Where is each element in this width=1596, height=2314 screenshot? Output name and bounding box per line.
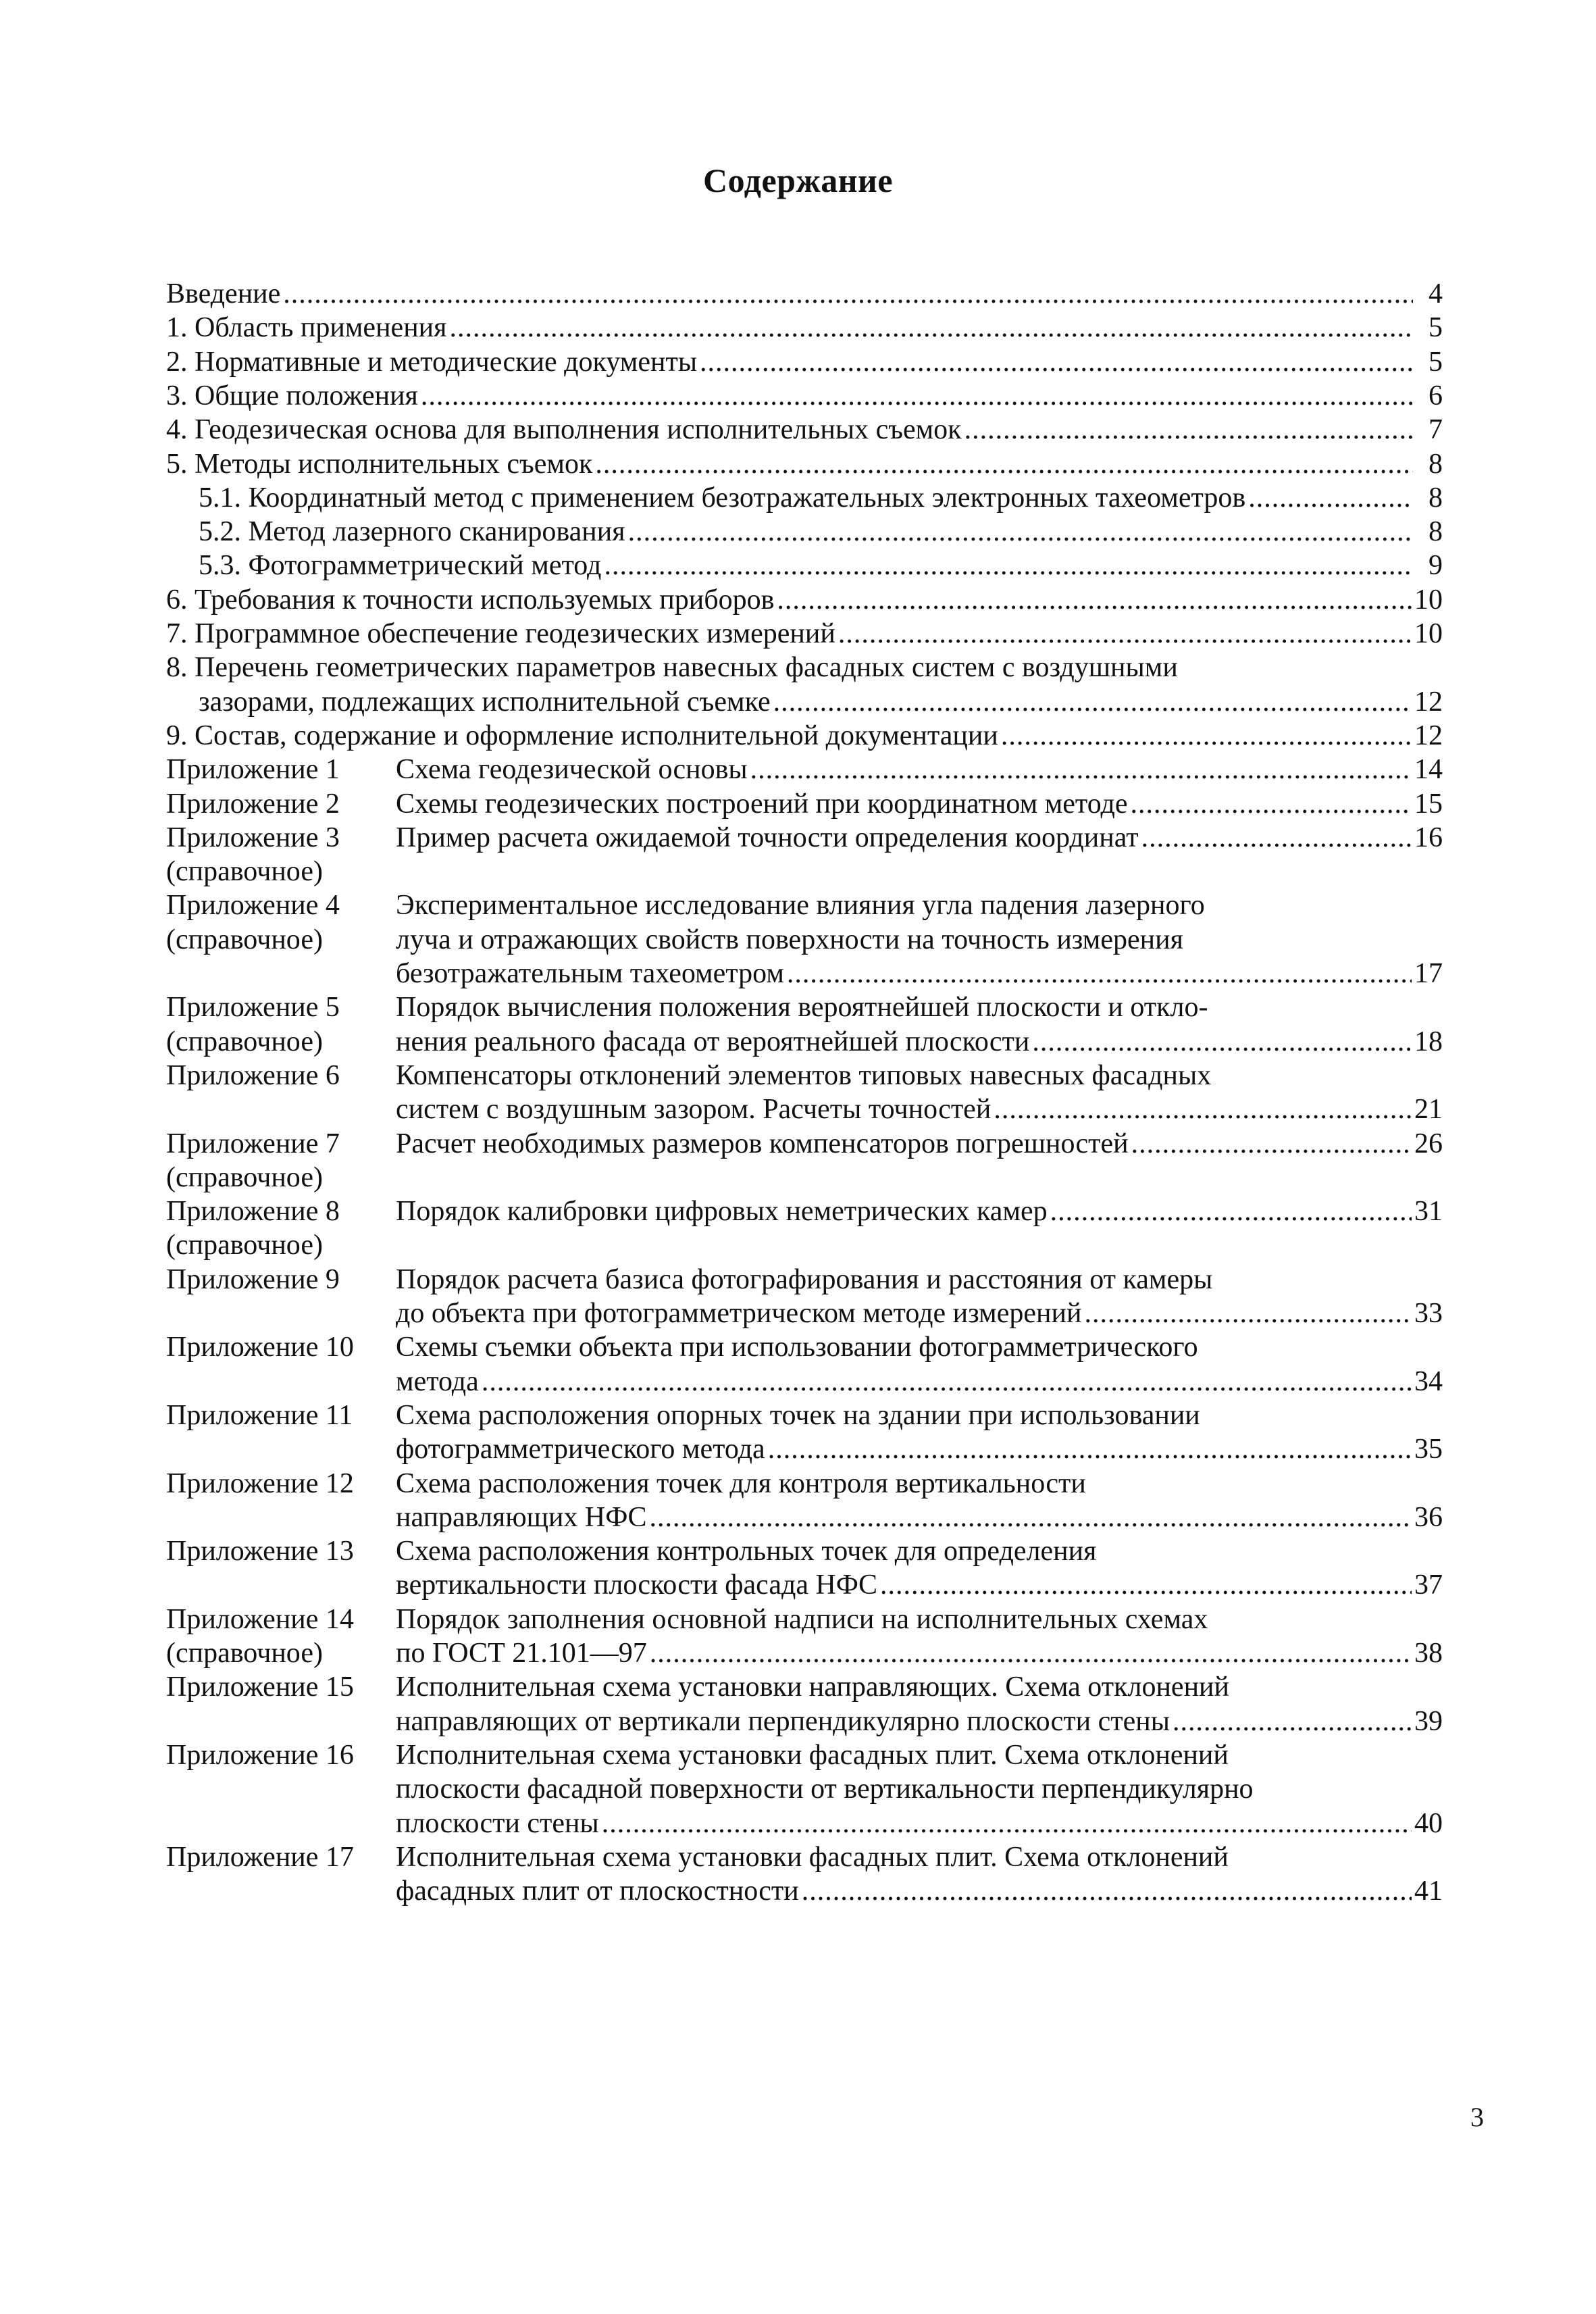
toc-entry-text: нения реального фасада от вероятнейшей плоскости	[396, 1026, 1030, 1057]
toc-line	[199, 515, 1443, 549]
toc-line	[166, 413, 1443, 447]
appendix-label: Приложение 2	[166, 788, 340, 820]
toc-line	[396, 1127, 1443, 1161]
dot-leader	[802, 1874, 1412, 1908]
toc-page-number: 40	[1414, 1807, 1443, 1839]
toc-entry-text: направляющих от вертикали перпендикулярно плоскости стены	[396, 1705, 1170, 1737]
toc-page-number: 15	[1414, 788, 1443, 820]
toc-entry-text: метода	[396, 1365, 479, 1397]
toc-page-number: 33	[1414, 1298, 1443, 1329]
toc-page-number: 35	[1414, 1434, 1443, 1465]
dot-leader	[1248, 481, 1413, 515]
toc-entry-text: фасадных плит от плоскостности	[396, 1876, 799, 1907]
toc-entry-text: 4. Геодезическая основа для выполнения исполнительных съемок	[166, 414, 962, 446]
toc-entry-text: Порядок калибровки цифровых неметрических камер	[396, 1196, 1048, 1228]
appendix-label: Приложение 15	[166, 1671, 354, 1703]
dot-leader	[700, 345, 1413, 379]
toc-line	[396, 1705, 1443, 1738]
toc-entry-text: Порядок расчета базиса фотографирования и расстояния от камеры	[396, 1263, 1213, 1295]
dot-leader	[880, 1568, 1412, 1602]
dot-leader	[964, 413, 1413, 447]
toc-entry-text: Схемы съемки объекта при использовании фотограмметрического	[396, 1332, 1198, 1363]
toc-entry-text: 3. Общие положения	[166, 380, 418, 411]
appendix-label: (справочное)	[166, 1161, 323, 1193]
dot-leader	[604, 549, 1413, 582]
dot-leader	[1131, 1127, 1412, 1161]
toc-page-number: 6	[1428, 380, 1443, 411]
appendix-label: Приложение 1	[166, 754, 340, 786]
toc-line	[396, 957, 1443, 990]
toc-entry-text: по ГОСТ 21.101—97	[396, 1638, 647, 1669]
toc-line	[396, 1467, 1443, 1501]
dot-leader	[449, 311, 1413, 345]
toc-line	[396, 1399, 1443, 1432]
toc-page-number: 7	[1428, 414, 1443, 446]
toc-entry-text: направляющих НФС	[396, 1501, 647, 1533]
toc-page-number: 17	[1414, 958, 1443, 989]
appendix-label: Приложение 3	[166, 822, 340, 853]
toc-entry-text: систем с воздушным зазором. Расчеты точностей	[396, 1094, 992, 1126]
dot-leader	[768, 1432, 1412, 1466]
toc-page-number: 8	[1428, 482, 1443, 513]
toc-page-number: 14	[1414, 754, 1443, 786]
toc-page-number: 4	[1428, 278, 1443, 309]
toc-entry-text: 2. Нормативные и методические документы	[166, 346, 698, 378]
appendix-label: (справочное)	[166, 856, 323, 888]
dot-leader	[777, 583, 1412, 617]
toc-page-number: 18	[1414, 1026, 1443, 1057]
dot-leader	[649, 1501, 1412, 1534]
appendix-label: Приложение 10	[166, 1332, 354, 1363]
appendix-label: Приложение 12	[166, 1467, 354, 1499]
toc-line	[396, 1738, 1443, 1772]
toc-entry-text: вертикальности плоскости фасада НФС	[396, 1569, 877, 1601]
dot-leader	[602, 1807, 1412, 1840]
toc-entry-text: 5.2. Метод лазерного сканирования	[199, 516, 625, 548]
toc-page-number: 41	[1414, 1876, 1443, 1907]
toc-entry-text: 5. Методы исполнительных съемок	[166, 448, 593, 480]
dot-leader	[773, 685, 1412, 719]
toc-entry-text: 5.1. Координатный метод с применением безотражательных электронных тахеометров	[199, 482, 1246, 513]
appendix-label: Приложение 9	[166, 1263, 340, 1295]
toc-line	[166, 311, 1443, 345]
toc-line	[166, 379, 1443, 413]
toc-page-number: 31	[1414, 1196, 1443, 1228]
toc-line	[166, 583, 1443, 617]
toc-entry-text: до объекта при фотограмметрическом методе измерений	[396, 1298, 1082, 1329]
appendix-label: Приложение 7	[166, 1128, 340, 1159]
toc-page-number: 39	[1414, 1705, 1443, 1737]
toc-line	[199, 685, 1443, 719]
toc-line	[166, 651, 1443, 684]
toc-page-number: 38	[1414, 1638, 1443, 1669]
appendix-label: Приложение 8	[166, 1196, 340, 1228]
dot-leader	[421, 379, 1413, 413]
toc-entry-text: плоскости фасадной поверхности от вертикальности перпендикулярно	[396, 1774, 1254, 1805]
dot-leader	[787, 957, 1412, 990]
appendix-label: Приложение 4	[166, 890, 340, 922]
dot-leader	[595, 447, 1413, 481]
appendix-label: Приложение 5	[166, 992, 340, 1024]
toc-page-number: 26	[1414, 1128, 1443, 1159]
toc-page-number: 36	[1414, 1501, 1443, 1533]
toc-entry-text: безотражательным тахеометром	[396, 958, 784, 989]
dot-leader	[1173, 1705, 1412, 1738]
dot-leader	[1050, 1194, 1412, 1228]
toc-entry-text: луча и отражающих свойств поверхности на точность измерения	[396, 924, 1183, 955]
toc-line	[396, 1365, 1443, 1399]
toc-entry-text: Исполнительная схема установки фасадных плит. Схема отклонений	[396, 1739, 1229, 1771]
appendix-label: Приложение 17	[166, 1841, 354, 1873]
toc-line	[396, 821, 1443, 855]
toc-line	[396, 990, 1443, 1024]
toc-page-number: 8	[1428, 448, 1443, 480]
toc-entry-text: Введение	[166, 278, 281, 309]
toc-page-number: 37	[1414, 1569, 1443, 1601]
appendix-label: (справочное)	[166, 924, 323, 955]
dot-leader	[482, 1365, 1412, 1399]
dot-leader	[1141, 821, 1412, 855]
toc-line	[396, 1603, 1443, 1636]
appendix-label: (справочное)	[166, 1638, 323, 1669]
toc-line	[166, 719, 1443, 753]
appendix-label: (справочное)	[166, 1230, 323, 1261]
toc-page-number: 21	[1414, 1094, 1443, 1126]
dot-leader	[650, 1636, 1412, 1670]
toc-line	[396, 1772, 1443, 1806]
toc-line	[166, 617, 1443, 651]
toc-line	[396, 1263, 1443, 1297]
appendix-label: (справочное)	[166, 1026, 323, 1057]
toc-line	[396, 1636, 1443, 1670]
toc-entry-text: Порядок заполнения основной надписи на исполнительных схемах	[396, 1603, 1208, 1635]
toc-line	[396, 1534, 1443, 1568]
toc-entry-text: Компенсаторы отклонений элементов типовых навесных фасадных	[396, 1059, 1212, 1091]
toc-line	[396, 1807, 1443, 1840]
toc-page-number: 16	[1414, 822, 1443, 853]
toc-line	[396, 1194, 1443, 1228]
toc-line	[396, 888, 1443, 922]
toc-line	[199, 481, 1443, 515]
toc-entry-text: Схема расположения точек для контроля вертикальности	[396, 1467, 1086, 1499]
toc-page-number: 5	[1428, 312, 1443, 344]
toc-line	[199, 549, 1443, 582]
toc-entry-text: 1. Область применения	[166, 312, 447, 344]
toc-page-number: 10	[1414, 618, 1443, 649]
dot-leader	[1131, 787, 1412, 821]
dot-leader	[628, 515, 1413, 549]
toc-entry-text: Порядок вычисления положения вероятнейшей плоскости и откло-	[396, 992, 1208, 1024]
toc-entry-text: 5.3. Фотограмметрический метод	[199, 550, 602, 582]
toc-entry-text: Пример расчета ожидаемой точности определения координат	[396, 822, 1139, 853]
toc-line	[396, 753, 1443, 786]
dot-leader	[1001, 719, 1412, 753]
dot-leader	[1084, 1297, 1412, 1330]
appendix-label: Приложение 16	[166, 1739, 354, 1771]
toc-line	[166, 345, 1443, 379]
toc-page-number: 12	[1414, 686, 1443, 718]
appendix-label: Приложение 11	[166, 1399, 353, 1431]
toc-entry-text: Исполнительная схема установки направляющих. Схема отклонений	[396, 1671, 1229, 1703]
toc-line	[396, 1092, 1443, 1126]
page-number: 3	[1470, 2102, 1484, 2132]
toc-line	[396, 1840, 1443, 1874]
toc-entry-text: плоскости стены	[396, 1807, 599, 1839]
toc-page-number: 5	[1428, 346, 1443, 378]
toc-line	[396, 1330, 1443, 1364]
toc-line	[396, 923, 1443, 957]
toc-line	[396, 1501, 1443, 1534]
toc-line	[166, 277, 1443, 311]
appendix-label: Приложение 14	[166, 1603, 354, 1635]
toc-line	[396, 1297, 1443, 1330]
appendix-label: Приложение 13	[166, 1536, 354, 1567]
toc-entry-text: 9. Состав, содержание и оформление исполнительной документации	[166, 720, 998, 751]
appendix-label: Приложение 6	[166, 1059, 340, 1091]
dot-leader	[750, 753, 1412, 786]
toc-entry-text: 8. Перечень геометрических параметров навесных фасадных систем с воздушными	[166, 652, 1178, 684]
toc-line	[396, 1432, 1443, 1466]
toc-line	[396, 1670, 1443, 1704]
toc-line	[396, 1568, 1443, 1602]
toc-entry-text: зазорами, подлежащих исполнительной съемке	[199, 686, 771, 718]
toc-entry-text: 6. Требования к точности используемых приборов	[166, 584, 775, 615]
toc-entry-text: Расчет необходимых размеров компенсаторов погрешностей	[396, 1128, 1129, 1159]
toc-page-number: 12	[1414, 720, 1443, 751]
toc-entry-text: 7. Программное обеспечение геодезических измерений	[166, 618, 835, 649]
toc-line	[396, 1025, 1443, 1059]
toc-line	[396, 1874, 1443, 1908]
toc-entry-text: Экспериментальное исследование влияния угла падения лазерного	[396, 890, 1205, 922]
dot-leader	[1032, 1025, 1412, 1059]
toc-entry-text: Схема геодезической основы	[396, 754, 748, 786]
page-title: Содержание	[702, 161, 894, 199]
toc-entry-text: Схемы геодезических построений при координатном методе	[396, 788, 1128, 820]
toc-line	[396, 1059, 1443, 1092]
toc-page-number: 10	[1414, 584, 1443, 615]
toc-page-number: 8	[1428, 516, 1443, 548]
toc-entry-text: Схема расположения контрольных точек для определения	[396, 1536, 1097, 1567]
dot-leader	[994, 1092, 1412, 1126]
toc-entry-text: Исполнительная схема установки фасадных плит. Схема отклонений	[396, 1841, 1229, 1873]
toc-line	[396, 787, 1443, 821]
dot-leader	[838, 617, 1412, 651]
toc-line	[166, 447, 1443, 481]
dot-leader	[283, 277, 1413, 311]
toc-page-number: 34	[1414, 1365, 1443, 1397]
toc-entry-text: фотограмметрического метода	[396, 1434, 765, 1465]
toc-page-number: 9	[1428, 550, 1443, 582]
toc-entry-text: Схема расположения опорных точек на здании при использовании	[396, 1399, 1200, 1431]
